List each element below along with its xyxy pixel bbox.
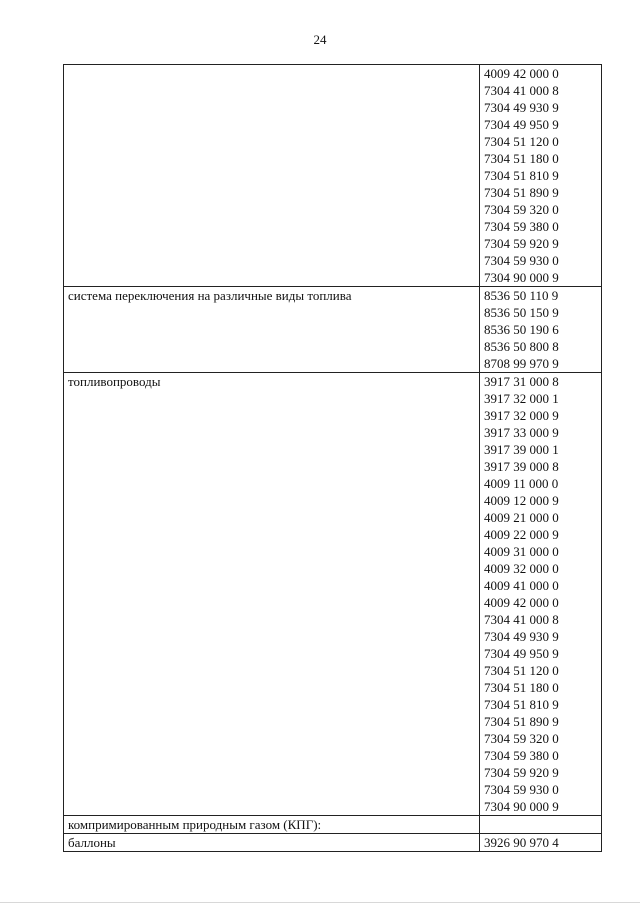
item-codes	[480, 816, 602, 834]
tnved-code: 7304 59 920 9	[484, 765, 559, 780]
tnved-code: 7304 59 930 0	[484, 253, 559, 268]
tnved-code: 7304 49 930 9	[484, 100, 559, 115]
table-row	[64, 373, 602, 816]
tnved-code: 7304 59 320 0	[484, 202, 559, 217]
table-row	[64, 816, 602, 834]
tnved-code: 4009 42 000 0	[484, 595, 559, 610]
tnved-code: 4009 22 000 9	[484, 527, 559, 542]
tnved-code: 7304 51 180 0	[484, 151, 559, 166]
table-row	[64, 287, 602, 373]
tnved-code: 7304 51 180 0	[484, 680, 559, 695]
item-description: баллоны	[64, 834, 480, 852]
tnved-code: 7304 51 890 9	[484, 714, 559, 729]
table-row	[64, 834, 602, 852]
tnved-code: 7304 51 810 9	[484, 697, 559, 712]
tnved-code: 7304 59 380 0	[484, 219, 559, 234]
tnved-code: 7304 51 120 0	[484, 134, 559, 149]
tnved-code: 3917 31 000 8	[484, 374, 559, 389]
tnved-code: 7304 90 000 9	[484, 799, 559, 814]
tnved-code: 7304 59 920 9	[484, 236, 559, 251]
tnved-code: 3917 39 000 1	[484, 442, 559, 457]
tnved-code: 7304 41 000 8	[484, 83, 559, 98]
page-edge-line	[0, 902, 640, 903]
tnved-code: 4009 11 000 0	[484, 476, 559, 491]
tnved-code: 8536 50 190 6	[484, 322, 559, 337]
tnved-code: 8708 99 970 9	[484, 356, 559, 371]
tnved-code: 7304 59 930 0	[484, 782, 559, 797]
table-body	[64, 65, 602, 852]
tnved-code: 7304 59 320 0	[484, 731, 559, 746]
tnved-code: 7304 49 950 9	[484, 646, 559, 661]
tnved-code: 8536 50 150 9	[484, 305, 559, 320]
table-row	[64, 65, 602, 287]
item-codes	[480, 287, 602, 373]
tnved-code: 4009 31 000 0	[484, 544, 559, 559]
tnved-code: 3926 90 970 4	[484, 835, 559, 850]
tnved-code: 3917 39 000 8	[484, 459, 559, 474]
page-number: 24	[313, 32, 327, 47]
tnved-code: 3917 32 000 1	[484, 391, 559, 406]
tnved-code: 7304 49 930 9	[484, 629, 559, 644]
tnved-code: 7304 51 890 9	[484, 185, 559, 200]
tnved-codes-table	[63, 64, 602, 852]
item-description	[64, 65, 480, 287]
item-description: топливопроводы	[64, 373, 480, 816]
tnved-code: 7304 51 810 9	[484, 168, 559, 183]
tnved-code: 7304 59 380 0	[484, 748, 559, 763]
tnved-code: 4009 42 000 0	[484, 66, 559, 81]
tnved-code: 4009 21 000 0	[484, 510, 559, 525]
tnved-code: 7304 41 000 8	[484, 612, 559, 627]
item-codes	[480, 65, 602, 287]
item-description: система переключения на различные виды топлива	[64, 287, 480, 373]
tnved-code: 4009 41 000 0	[484, 578, 559, 593]
item-description: компримированным природным газом (КПГ):	[64, 816, 480, 834]
tnved-code: 8536 50 110 9	[484, 288, 559, 303]
tnved-code: 3917 32 000 9	[484, 408, 559, 423]
tnved-code: 7304 49 950 9	[484, 117, 559, 132]
tnved-code: 4009 32 000 0	[484, 561, 559, 576]
tnved-code: 4009 12 000 9	[484, 493, 559, 508]
tnved-code: 8536 50 800 8	[484, 339, 559, 354]
item-codes	[480, 834, 602, 852]
tnved-code: 7304 90 000 9	[484, 270, 559, 285]
tnved-code: 7304 51 120 0	[484, 663, 559, 678]
item-codes	[480, 373, 602, 816]
tnved-code: 3917 33 000 9	[484, 425, 559, 440]
